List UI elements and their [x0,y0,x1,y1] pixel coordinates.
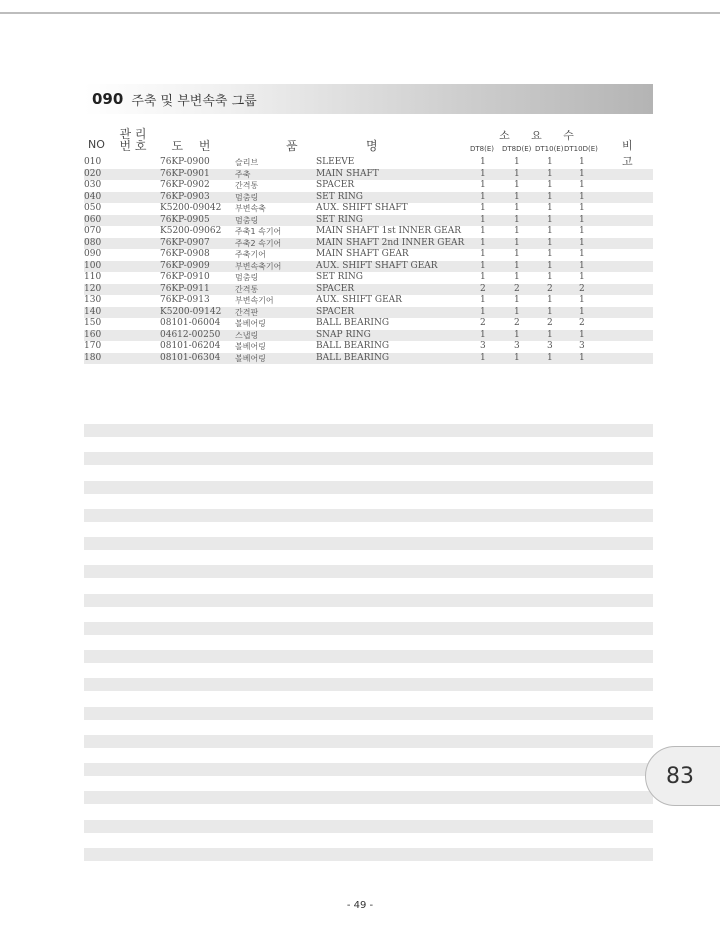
cell-no: 040 [84,191,102,202]
page-tab [645,746,720,806]
cell-qty-dt10e: 1 [547,203,553,213]
cell-qty-dt8e: 1 [480,329,486,340]
cell-english-name: MAIN SHAFT 2nd INNER GEAR [316,237,465,248]
cell-english-name: AUX. SHIFT SHAFT GEAR [316,260,438,271]
cell-qty-dt10de: 1 [579,249,585,259]
cell-english-name: MAIN SHAFT 1st INNER GEAR [316,226,461,236]
cell-korean-name: 부변속기어 [235,296,274,305]
cell-korean-name: 볼베어링 [235,353,266,363]
header-model-dt10de: DT10D(E) [564,145,598,153]
cell-qty-dt8de: 1 [514,295,520,305]
cell-qty-dt8de: 1 [514,260,520,271]
cell-korean-name: 주축2 속기어 [235,238,282,248]
header-remark: 비 고 [622,139,636,168]
cell-qty-dt10e: 1 [547,237,553,248]
cell-korean-name: 간격통 [235,284,259,294]
cell-qty-dt8de: 1 [514,352,520,363]
cell-english-name: SPACER [316,283,355,294]
cell-no: 070 [84,226,102,236]
header-model-dt10e: DT10(E) [535,145,564,153]
cell-english-name: SPACER [316,306,355,317]
cell-drawing-number: 76KP-0900 [160,157,210,167]
table-row [84,180,653,192]
cell-qty-dt10e: 2 [547,318,553,328]
table-row [84,261,653,273]
cell-qty-dt8e: 1 [480,157,486,167]
cell-qty-dt8de: 1 [514,306,520,317]
cell-drawing-number: 76KP-0902 [160,180,210,190]
cell-qty-dt10de: 3 [579,341,585,351]
cell-english-name: BALL BEARING [316,318,390,328]
cell-no: 050 [84,203,102,213]
empty-row-stripe [84,565,653,578]
empty-row-stripe [84,650,653,663]
header-management-number: 관 리 번 호 [119,127,147,153]
cell-drawing-number: 76KP-0908 [160,249,210,259]
cell-qty-dt8de: 1 [514,168,520,179]
cell-drawing-number: K5200-09142 [160,306,222,317]
cell-qty-dt8de: 1 [514,203,520,213]
cell-qty-dt10de: 1 [579,352,585,363]
cell-english-name: BALL BEARING [316,352,390,363]
cell-qty-dt8e: 1 [480,168,486,179]
header-part-name-1: 품 [286,139,298,153]
cell-qty-dt10de: 1 [579,272,585,282]
page-footer: - 49 - [346,900,374,911]
cell-qty-dt10de: 1 [579,214,585,225]
table-row [84,330,653,342]
cell-qty-dt8e: 1 [480,226,486,236]
cell-qty-dt8de: 1 [514,272,520,282]
cell-qty-dt10e: 1 [547,260,553,271]
table-row [84,203,653,215]
cell-qty-dt10de: 1 [579,260,585,271]
table-row [84,318,653,330]
cell-qty-dt10de: 1 [579,237,585,248]
cell-no: 020 [84,168,102,179]
cell-no: 130 [84,295,102,305]
cell-english-name: AUX. SHIFT SHAFT [316,203,408,213]
section-title: 주축 및 부변속축 그룹 [131,93,257,109]
cell-qty-dt8e: 1 [480,191,486,202]
table-row [84,169,653,181]
parts-table-body [84,157,653,364]
table-row [84,226,653,238]
cell-qty-dt10e: 1 [547,272,553,282]
cell-qty-dt10e: 1 [547,157,553,167]
cell-qty-dt8e: 1 [480,237,486,248]
empty-row-stripe [84,735,653,748]
cell-no: 110 [84,272,102,282]
table-row [84,215,653,227]
empty-row-stripe [84,622,653,635]
cell-drawing-number: 76KP-0901 [160,168,210,179]
cell-qty-dt8de: 1 [514,226,520,236]
cell-qty-dt8de: 1 [514,180,520,190]
cell-qty-dt10e: 1 [547,306,553,317]
cell-korean-name: 부변속축 [235,204,266,213]
section-number: 090 [92,90,124,108]
header-drawing-number: 도 번 [171,139,217,153]
table-row [84,295,653,307]
cell-korean-name: 간격통 [235,181,259,190]
top-rule [0,12,720,14]
table-row [84,272,653,284]
cell-qty-dt8de: 1 [514,237,520,248]
cell-no: 010 [84,157,102,167]
cell-qty-dt10de: 1 [579,157,585,167]
cell-no: 160 [84,329,102,340]
cell-qty-dt10de: 1 [579,295,585,305]
cell-no: 080 [84,237,102,248]
cell-qty-dt10de: 1 [579,306,585,317]
cell-korean-name: 멈춤링 [235,215,259,225]
cell-qty-dt10de: 2 [579,318,585,328]
cell-drawing-number: 76KP-0910 [160,272,210,282]
cell-no: 060 [84,214,102,225]
cell-english-name: SLEEVE [316,157,355,167]
cell-no: 100 [84,260,102,271]
page-tab-number: 83 [666,763,694,789]
cell-qty-dt10e: 1 [547,180,553,190]
cell-korean-name: 멈춤링 [235,192,259,202]
cell-korean-name: 주축기어 [235,250,266,259]
empty-row-stripe [84,594,653,607]
empty-row-stripe [84,481,653,494]
cell-qty-dt10de: 1 [579,329,585,340]
header-no: NO [88,138,105,151]
cell-drawing-number: 08101-06304 [160,352,221,363]
cell-korean-name: 간격판 [235,307,259,317]
empty-row-stripe [84,707,653,720]
cell-drawing-number: 76KP-0909 [160,260,210,271]
empty-row-stripe [84,848,653,861]
cell-qty-dt10de: 1 [579,203,585,213]
cell-qty-dt8e: 2 [480,283,486,294]
cell-qty-dt10de: 1 [579,226,585,236]
cell-korean-name: 스냅링 [235,330,259,340]
cell-drawing-number: 76KP-0905 [160,214,210,225]
cell-no: 170 [84,341,102,351]
cell-english-name: SET RING [316,191,363,202]
cell-qty-dt8e: 3 [480,341,486,351]
empty-row-stripe [84,791,653,804]
cell-korean-name: 슬리브 [235,158,259,167]
cell-qty-dt10e: 1 [547,329,553,340]
cell-drawing-number: 76KP-0907 [160,237,210,248]
cell-qty-dt8e: 1 [480,306,486,317]
empty-row-stripe [84,537,653,550]
table-row [84,249,653,261]
cell-qty-dt8de: 1 [514,329,520,340]
cell-qty-dt8e: 2 [480,318,486,328]
table-row [84,341,653,353]
cell-korean-name: 부변속축기어 [235,261,282,271]
header-model-dt8de: DT8D(E) [502,145,532,153]
cell-qty-dt8de: 1 [514,249,520,259]
cell-english-name: SNAP RING [316,329,371,340]
cell-english-name: MAIN SHAFT GEAR [316,249,409,259]
cell-qty-dt10de: 1 [579,191,585,202]
cell-qty-dt10e: 2 [547,283,553,294]
cell-english-name: SET RING [316,272,363,282]
cell-qty-dt8de: 2 [514,283,520,294]
empty-row-stripes [84,424,653,876]
cell-no: 120 [84,283,102,294]
empty-row-stripe [84,424,653,437]
cell-english-name: MAIN SHAFT [316,168,379,179]
cell-korean-name: 주축1 속기어 [235,227,282,236]
cell-qty-dt10e: 1 [547,214,553,225]
cell-qty-dt8e: 1 [480,214,486,225]
cell-english-name: SET RING [316,214,363,225]
cell-qty-dt10e: 1 [547,352,553,363]
table-row [84,157,653,169]
table-row [84,238,653,250]
cell-qty-dt8e: 1 [480,260,486,271]
empty-row-stripe [84,509,653,522]
cell-no: 090 [84,249,102,259]
header-model-dt8e: DT8(E) [470,145,495,153]
cell-qty-dt8de: 1 [514,191,520,202]
cell-korean-name: 볼베어링 [235,342,266,351]
cell-drawing-number: 08101-06004 [160,318,221,328]
cell-qty-dt8de: 3 [514,341,520,351]
empty-row-stripe [84,678,653,691]
header-quantity: 소 요 수 [499,129,583,142]
empty-row-stripe [84,820,653,833]
cell-no: 180 [84,352,102,363]
cell-korean-name: 볼베어링 [235,319,266,328]
cell-drawing-number: K5200-09042 [160,203,222,213]
cell-qty-dt10de: 2 [579,283,585,294]
cell-korean-name: 멈춤링 [235,273,259,282]
cell-qty-dt10de: 1 [579,168,585,179]
cell-qty-dt10e: 1 [547,249,553,259]
cell-qty-dt8e: 1 [480,249,486,259]
table-row [84,307,653,319]
table-row [84,353,653,365]
cell-qty-dt8e: 1 [480,180,486,190]
cell-drawing-number: 76KP-0903 [160,191,210,202]
cell-qty-dt10e: 1 [547,295,553,305]
cell-qty-dt8e: 1 [480,272,486,282]
cell-drawing-number: 08101-06204 [160,341,221,351]
cell-qty-dt8e: 1 [480,352,486,363]
cell-qty-dt8de: 2 [514,318,520,328]
cell-drawing-number: 04612-00250 [160,329,221,340]
cell-qty-dt8e: 1 [480,295,486,305]
cell-drawing-number: 76KP-0913 [160,295,210,305]
cell-korean-name: 주축 [235,169,251,179]
cell-qty-dt10e: 1 [547,226,553,236]
cell-qty-dt10de: 1 [579,180,585,190]
cell-drawing-number: 76KP-0911 [160,283,210,294]
cell-no: 150 [84,318,102,328]
section-header [84,84,653,114]
empty-row-stripe [84,452,653,465]
empty-row-stripe [84,763,653,776]
cell-qty-dt10e: 1 [547,191,553,202]
cell-drawing-number: K5200-09062 [160,226,222,236]
header-part-name-2: 명 [366,139,378,153]
table-row [84,192,653,204]
cell-qty-dt10e: 1 [547,168,553,179]
cell-qty-dt8de: 1 [514,157,520,167]
cell-english-name: SPACER [316,180,355,190]
cell-no: 030 [84,180,102,190]
cell-no: 140 [84,306,102,317]
cell-qty-dt8e: 1 [480,203,486,213]
table-row [84,284,653,296]
cell-english-name: AUX. SHIFT GEAR [316,295,402,305]
cell-qty-dt8de: 1 [514,214,520,225]
cell-english-name: BALL BEARING [316,341,390,351]
cell-qty-dt10e: 3 [547,341,553,351]
